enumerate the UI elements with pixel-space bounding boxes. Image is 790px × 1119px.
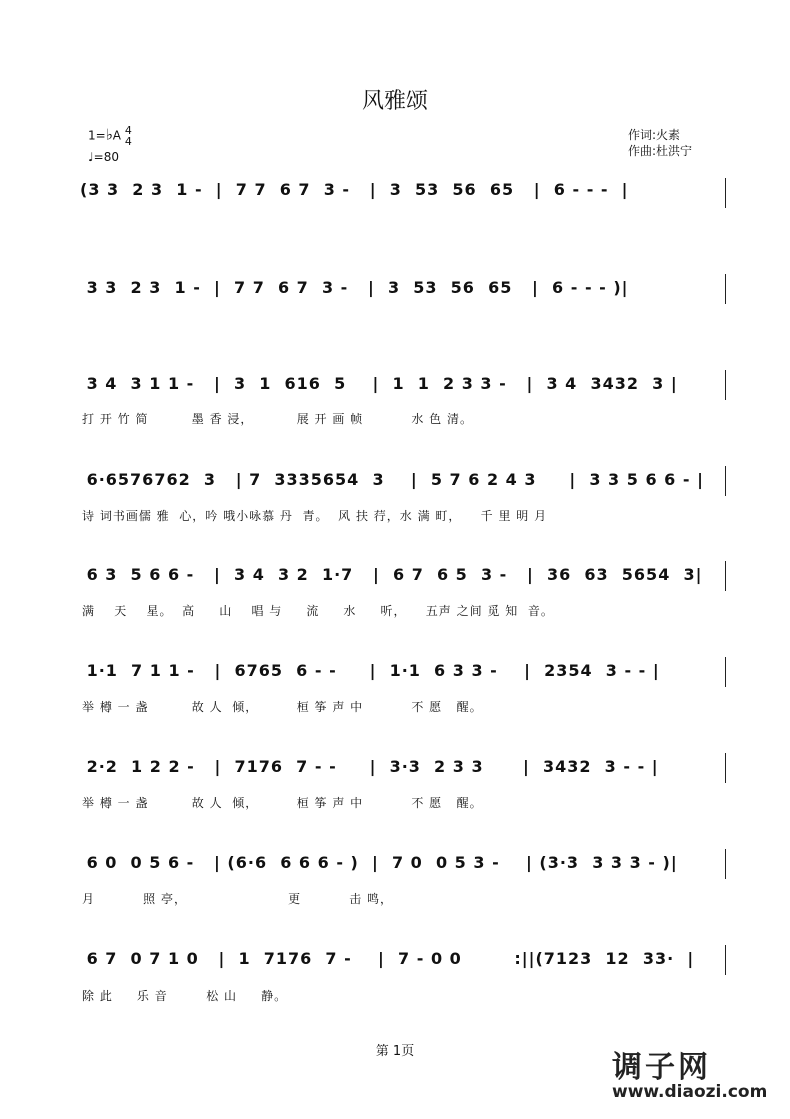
watermark-cn: 调子网	[612, 1050, 711, 1085]
notation-row-9: 6 7 0 7 1 0 | 1 7176 7 - | 7 - 0 0 :||(7123 12 33· |	[80, 949, 695, 968]
barline	[725, 945, 726, 975]
composer: 作曲:杜洪宁	[628, 144, 693, 158]
barline	[725, 849, 726, 879]
barline	[725, 466, 726, 496]
lyric-row-7: 举 樽 一 盏 故 人 倾， 桓 筝 声 中 不 愿 醒。	[82, 796, 483, 810]
notation-row-8: 6 0 0 5 6 - | (6·6 6 6 6 - ) | 7 0 0 5 3 - | (3·3 3 3 3 - )|	[80, 853, 678, 872]
barline	[725, 753, 726, 783]
notation-row-4: 6·6576762 3 | 7 3335654 3 | 5 7 6 2 4 3 | 3 3 5 6 6 - |	[80, 470, 704, 489]
barline	[725, 657, 726, 687]
barline	[725, 561, 726, 591]
barline	[725, 178, 726, 208]
quarter-note-icon: ♩	[88, 150, 94, 164]
barline	[725, 370, 726, 400]
lyric-row-3: 打 开 竹 简 墨 香 浸， 展 开 画 帧 水 色 清。	[82, 412, 473, 426]
barline	[725, 274, 726, 304]
lyric-row-6: 举 樽 一 盏 故 人 倾， 桓 筝 声 中 不 愿 醒。	[82, 700, 483, 714]
lyric-row-8: 月 照 亭， 更 击 鸣，	[82, 892, 394, 906]
notation-row-1: (3 3 2 3 1 - | 7 7 6 7 3 - | 3 53 56 65 | 6 - - - |	[80, 180, 629, 199]
key-note: A	[112, 128, 121, 143]
lyricist: 作词:火素	[628, 128, 681, 142]
notation-row-3: 3 4 3 1 1 - | 3 1 616 5 | 1 1 2 3 3 - | 3 4 3432 3 |	[80, 374, 678, 393]
watermark-url: www.diaozi.com	[612, 1082, 768, 1102]
time-top: 4	[124, 124, 132, 137]
notation-row-5: 6 3 5 6 6 - | 3 4 3 2 1·7 | 6 7 6 5 3 - | 36 63 5654 3|	[80, 565, 703, 584]
lyric-row-9: 除 此 乐 音 松 山 静。	[82, 989, 288, 1003]
lyric-row-5: 满 天 星。 高 山 唱 与 流 水 听， 五声 之间 觅 知 音。	[82, 604, 554, 618]
notation-row-7: 2·2 1 2 2 - | 7176 7 - - | 3·3 2 3 3 | 3432 3 - - |	[80, 757, 659, 776]
page-number: 第 1页	[375, 1044, 415, 1059]
watermark-logo	[612, 1042, 767, 1102]
lyric-row-4: 诗 词书画儒 雅 心，吟 哦小咏慕 丹 青。 风 扶 荇，水 满 町， 千 里 明 月	[82, 509, 548, 523]
tempo-value: =80	[93, 150, 119, 164]
flat-icon: ♭	[105, 125, 113, 144]
score-title: 风雅颂	[361, 89, 428, 114]
notation-row-6: 1·1 7 1 1 - | 6765 6 - - | 1·1 6 3 3 - | 2354 3 - - |	[80, 661, 660, 680]
key-prefix: 1=	[88, 128, 106, 143]
notation-row-2: 3 3 2 3 1 - | 7 7 6 7 3 - | 3 53 56 65 | 6 - - - )|	[80, 278, 629, 297]
time-bottom: 4	[124, 135, 132, 148]
